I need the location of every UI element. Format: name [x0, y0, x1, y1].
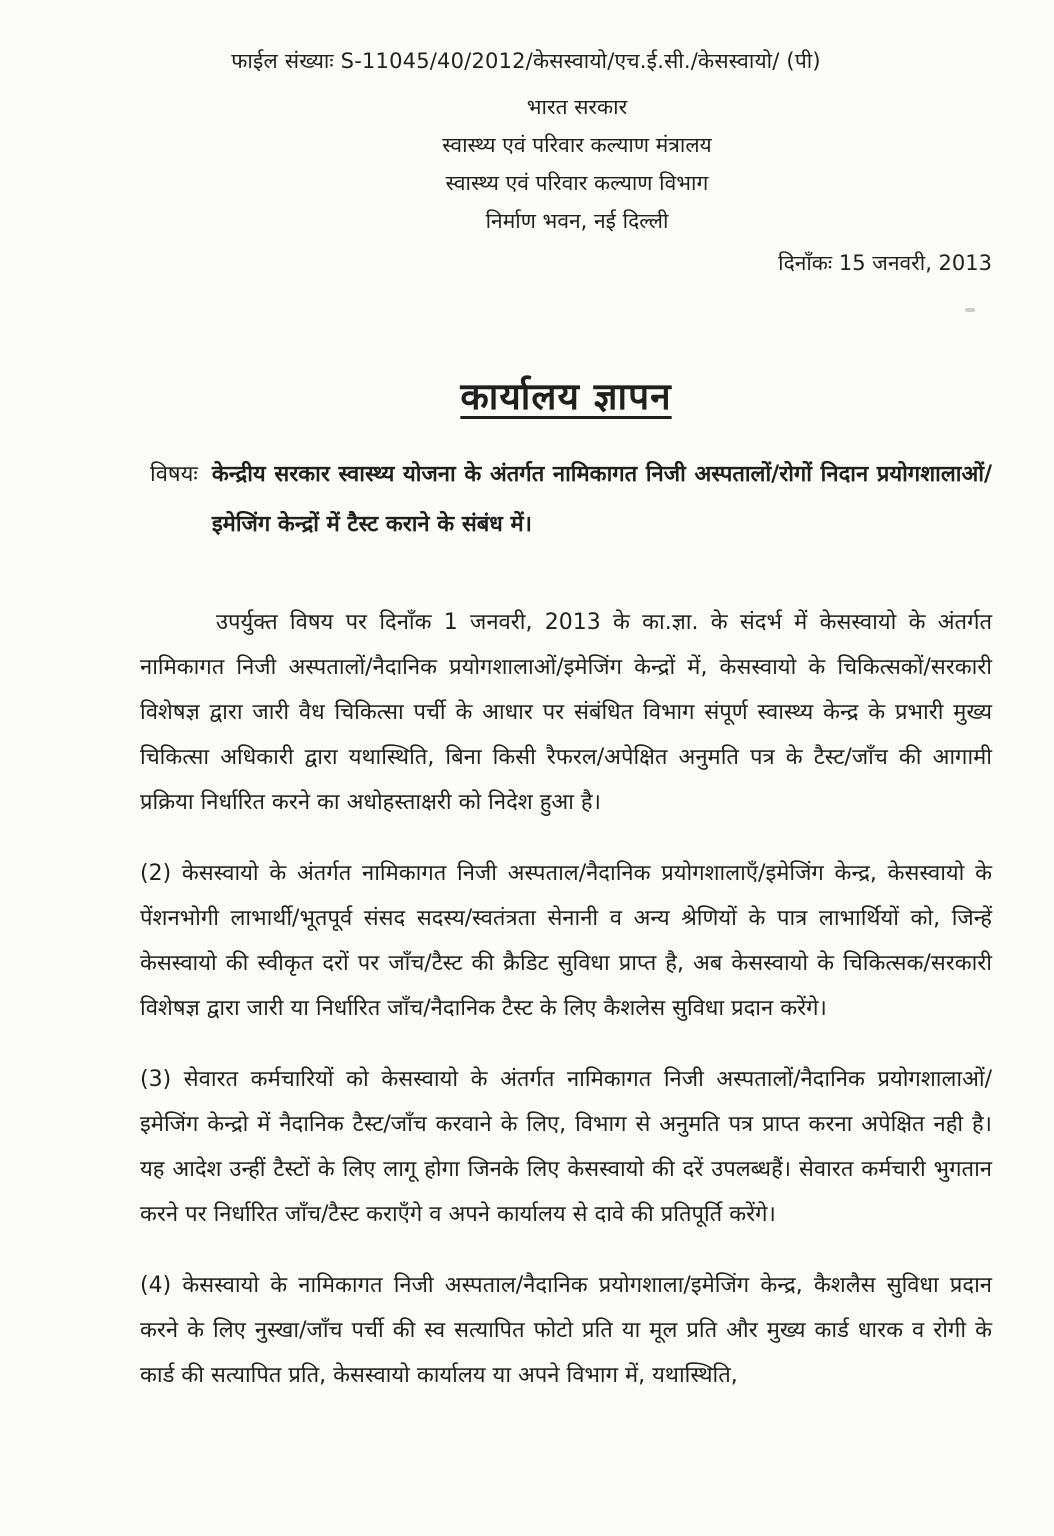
government-line: भारत सरकार [526, 95, 628, 119]
subject-label: विषयः [150, 462, 198, 487]
file-number: फाईल संख्याः S-11045/40/2012/केसस्वायो/एच.ई.सी./केसस्वायो/ (पी) [231, 49, 821, 73]
address-line: निर्माण भवन, नई दिल्ली [485, 209, 669, 233]
scan-artifact [965, 308, 975, 312]
department-line: स्वास्थ्य एवं परिवार कल्याण विभाग [445, 171, 709, 195]
letterhead-block [151, 88, 1003, 240]
ministry-line: स्वास्थ्य एवं परिवार कल्याण मंत्रालय [442, 133, 712, 157]
paragraph-4: (4) केसस्वायो के नामिकागत निजी अस्पताल/नैदानिक प्रयोगशाला/इमेजिंग केन्द्र, कैशलैस सुविधा प्रदान करने के लिए नुस्खा/जाँच पर्ची की स्व सत्यापित फोटो प्रति या मूल प्रति और मुख्य कार्ड धारक व रोगी के कार्ड की सत्यापित प्रति, केसस्वायो कार्यालय या अपने विभाग में, यथास्थिति, [140, 1273, 992, 1388]
subject-text: केन्द्रीय सरकार स्वास्थ्य योजना के अंतर्गत नामिकागत निजी अस्पतालों/रोगों निदान प्रयोगशालाओं/इमेजिंग केन्द्रों में टैस्ट कराने के संबंध में। [211, 462, 992, 537]
paragraph-2: (2) केसस्वायो के अंतर्गत नामिकागत निजी अस्पताल/नैदानिक प्रयोगशालाएँ/इमेजिंग केन्द्र, केसस्वायो के पेंशनभोगी लाभार्थी/भूतपूर्व संसद सदस्य/स्वतंत्रता सेनानी व अन्य श्रेणियों के पात्र लाभार्थियों को, जिन्हें केसस्वायो की स्वीकृत दरों पर जाँच/टैस्ट की क्रैडिट सुविधा प्राप्त है, अब केसस्वायो के चिकित्सक/सरकारी विशेषज्ञ द्वारा जारी या निर्धारित जाँच/नैदानिक टैस्ट के लिए कैशलेस सुविधा प्रदान करेंगे। [140, 861, 992, 1021]
subject-block [140, 450, 992, 550]
document-body [140, 600, 992, 1398]
date-line: दिनाँकः 15 जनवरी, 2013 [778, 251, 992, 275]
paragraph-1: उपर्युक्त विषय पर दिनाँक 1 जनवरी, 2013 के का.ज्ञा. के संदर्भ में केसस्वायो के अंतर्गत नामिकागत निजी अस्पतालों/नैदानिक प्रयोगशालाओं/इमेजिंग केन्द्रों में, केसस्वायो के चिकित्सकों/सरकारी विशेषज्ञ द्वारा जारी वैध चिकित्सा पर्ची के आधार पर संबंधित विभाग संपूर्ण स्वास्थ्य केन्द्र के प्रभारी मुख्य चिकित्सा अधिकारी द्वारा यथास्थिति, बिना किसी रैफरल/अपेक्षित अनुमति पत्र के टैस्ट/जाँच की आगामी प्रक्रिया निर्धारित करने का अधोहस्ताक्षरी को निदेश हुआ है। [140, 610, 992, 815]
document-title: कार्यालय ज्ञापन [460, 375, 672, 418]
paragraph-3: (3) सेवारत कर्मचारियों को केसस्वायो के अंतर्गत नामिकागत निजी अस्पतालों/नैदानिक प्रयोगशालाओं/इमेजिंग केन्द्रो में नैदानिक टैस्ट/जाँच करवाने के लिए, विभाग से अनुमति पत्र प्राप्त करना अपेक्षित नही है। यह आदेश उन्हीं टैस्टों के लिए लागू होगा जिनके लिए केसस्वायो की दरें उपलब्धहैं। सेवारत कर्मचारी भुगतान करने पर निर्धारित जाँच/टैस्ट कराएँगे व अपने कार्यालय से दावे की प्रतिपूर्ति करेंगे। [140, 1067, 992, 1227]
document-header [140, 46, 992, 280]
